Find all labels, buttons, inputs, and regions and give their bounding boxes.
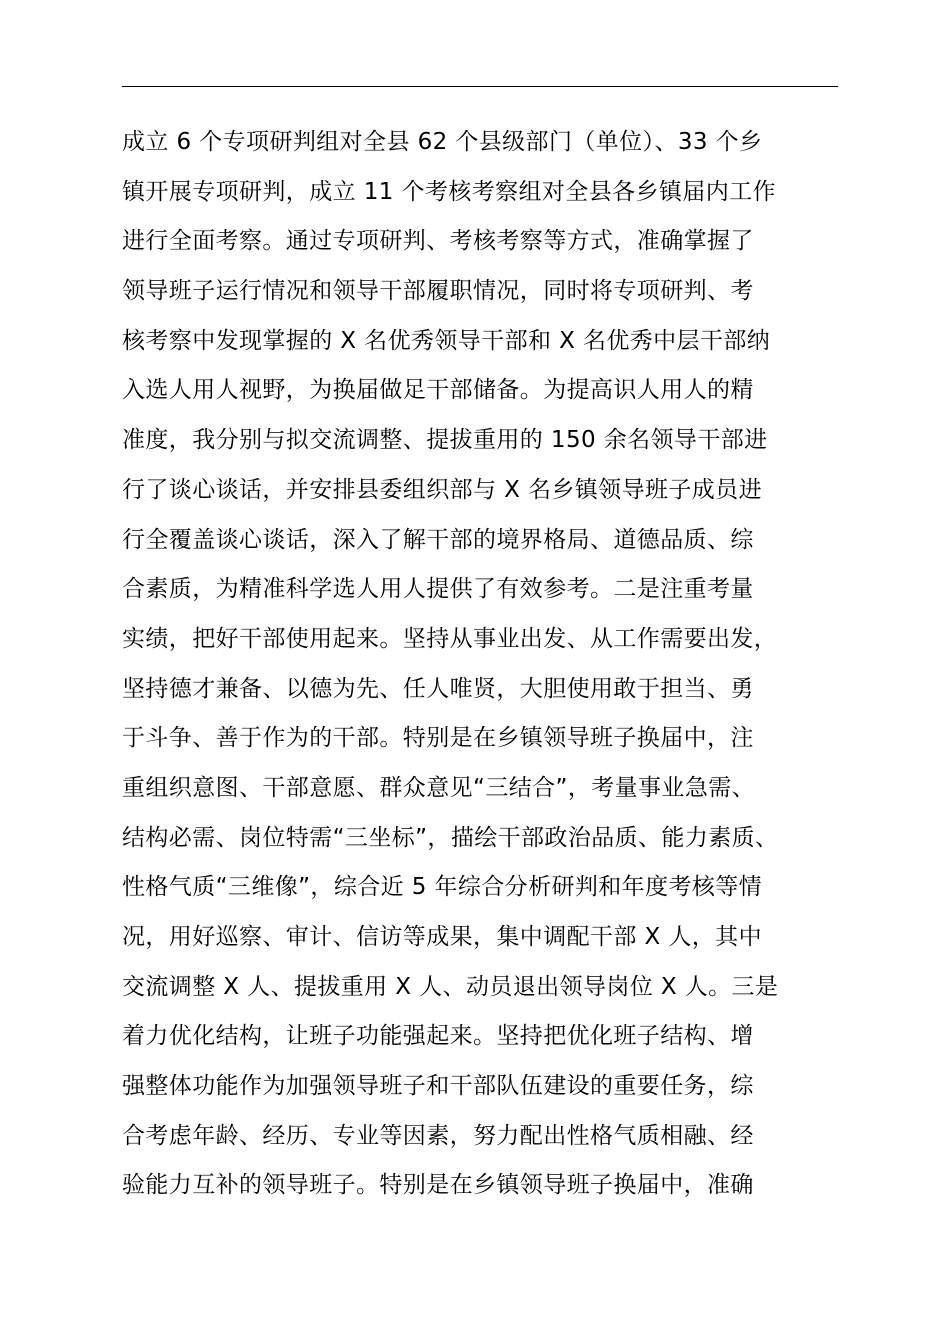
- text-line: 合素质，为精准科学选人用人提供了有效参考。二是注重考量: [122, 576, 754, 603]
- text-line: 准度，我分别与拟交流调整、提拔重用的 150 余名领导干部进: [122, 427, 768, 454]
- text-line: 结构必需、岗位特需“三坐标”，描绘干部政治品质、能力素质、: [122, 824, 779, 851]
- text-line: 行了谈心谈话，并安排县委组织部与 X 名乡镇领导班子成员进: [122, 476, 762, 503]
- text-line: 着力优化结构，让班子功能强起来。坚持把优化班子结构、增: [122, 1023, 754, 1050]
- body-text: [122, 118, 862, 1211]
- text-line: 重组织意图、干部意愿、群众意见“三结合”，考量事业急需、: [122, 774, 756, 801]
- text-line: 于斗争、善于作为的干部。特别是在乡镇领导班子换届中，注: [122, 725, 754, 752]
- text-line: 强整体功能作为加强领导班子和干部队伍建设的重要任务，综: [122, 1073, 754, 1100]
- text-line: 镇开展专项研判，成立 11 个考核考察组对全县各乡镇届内工作: [122, 178, 776, 205]
- text-line: 况，用好巡察、审计、信访等成果，集中调配干部 X 人，其中: [122, 924, 762, 950]
- text-line: 实绩，把好干部使用起来。坚持从事业出发、从工作需要出发，: [122, 625, 778, 652]
- text-line: 坚持德才兼备、以德为先、任人唯贤，大胆使用敢于担当、勇: [122, 675, 754, 702]
- text-line: 性格气质“三维像”，综合近 5 年综合分析研判和年度考核等情: [122, 874, 763, 901]
- text-line: 领导班子运行情况和领导干部履职情况，同时将专项研判、考: [122, 278, 754, 305]
- text-line: 行全覆盖谈心谈话，深入了解干部的境界格局、道德品质、综: [122, 526, 754, 553]
- text-line: 验能力互补的领导班子。特别是在乡镇领导班子换届中，准确: [122, 1172, 754, 1199]
- text-line: 交流调整 X 人、提拔重用 X 人、动员退出领导岗位 X 人。三是: [122, 973, 779, 1000]
- text-line: 进行全面考察。通过专项研判、考核考察等方式，准确掌握了: [122, 228, 754, 255]
- text-line: 核考察中发现掌握的 X 名优秀领导干部和 X 名优秀中层干部纳: [122, 327, 771, 354]
- text-line: 成立 6 个专项研判组对全县 62 个县级部门（单位）、33 个乡: [122, 129, 763, 155]
- text-line: 合考虑年龄、经历、专业等因素，努力配出性格气质相融、经: [122, 1122, 754, 1149]
- header-rule: [122, 86, 838, 87]
- text-line: 入选人用人视野，为换届做足干部储备。为提高识人用人的精: [122, 377, 754, 404]
